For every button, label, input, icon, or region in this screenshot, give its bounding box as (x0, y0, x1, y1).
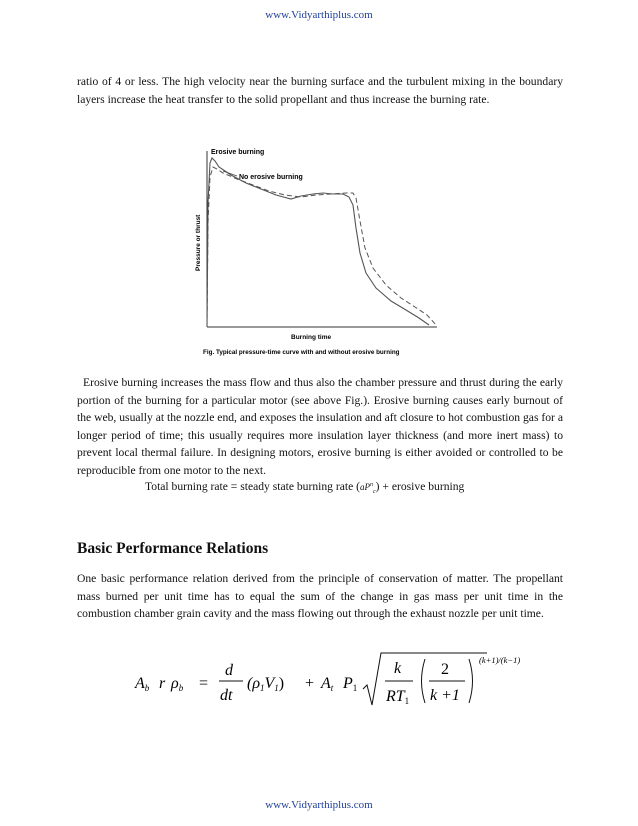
pressure-time-chart (195, 143, 441, 357)
eq-two: 2 (441, 661, 449, 678)
figure-background (201, 143, 441, 357)
x-axis-label: Burning time (291, 334, 332, 341)
paragraph-erosive-effects: Erosive burning increases the mass flow and thus also the chamber pressure and thrust during the early portion of the burning for a particular motor (see above Fig.). Erosive burning causes early burnout of the web, usually at the nozzle end, and exposes the insulation and aft closure to hot combustion gas for a longer period of time; this usually requires more insulation layer thickness (and more inert mass) to prevent local thermal failure. In designing motors, erosive burning is either avoided or controlled to be reproducible from one motor to the next. (77, 376, 563, 477)
rate-eq-symbol-sup: n (370, 482, 373, 488)
eq-k-plus-1: k +1 (430, 687, 460, 704)
mass-conservation-equation (135, 645, 521, 715)
eq-plus: + (305, 675, 315, 692)
eq-P1: P1 (343, 675, 358, 693)
eq-rho-b: ρb (171, 675, 184, 693)
erosive-burning-label: Erosive burning (211, 149, 265, 156)
eq-k: k (394, 660, 402, 677)
rate-eq-symbol-sub: c (373, 488, 376, 495)
eq-r: r (159, 675, 166, 692)
eq-dt: dt (220, 687, 233, 704)
eq-rho-V: (ρ1V1) (247, 675, 285, 693)
eq-A-b: Ab (135, 675, 150, 693)
header-url[interactable]: www.Vidyarthiplus.com (265, 9, 373, 21)
rate-eq-symbol (360, 482, 376, 495)
eq-d: d (225, 662, 233, 679)
paragraph-performance-relations: One basic performance relation derived from the principle of conservation of matter. The propellant mass burned per unit time has to equal the sum of the change in gas mass per unit time in the combustion chamber grain cavity and the mass flowing out through the exhaust nozzle per unit time. (77, 572, 563, 620)
pressure-time-figure (195, 143, 441, 357)
section-heading: Basic Performance Relations (77, 540, 269, 557)
eq-At: At (321, 675, 334, 693)
footer-url[interactable]: www.Vidyarthiplus.com (265, 799, 373, 811)
total-burning-rate-equation (145, 480, 464, 495)
mass-conservation-equation-svg (135, 645, 521, 715)
eq-exponent: (k+1)/(k−1) (479, 655, 521, 665)
rate-eq-prefix: Total burning rate = steady state burning rate ( (145, 480, 360, 493)
eq-right-paren (469, 659, 473, 703)
figure-caption: Fig. Typical pressure-time curve with and without erosive burning (203, 349, 400, 356)
eq-left-paren (422, 659, 426, 703)
eq-RT1: RT1 (386, 688, 410, 706)
y-axis-label: Pressure or thrust (195, 214, 202, 271)
rate-eq-symbol-base: aP (360, 482, 370, 492)
no-erosive-burning-label: No erosive burning (239, 174, 303, 181)
eq-equals: = (199, 675, 209, 692)
eq-sqrt-sign (363, 653, 487, 705)
paragraph-erosive-intro: ratio of 4 or less. The high velocity near the burning surface and the turbulent mixing in the boundary layers increase the heat transfer to the solid propellant and thus increase the burning rate. (77, 75, 563, 106)
rate-eq-suffix: ) + erosive burning (375, 480, 465, 493)
